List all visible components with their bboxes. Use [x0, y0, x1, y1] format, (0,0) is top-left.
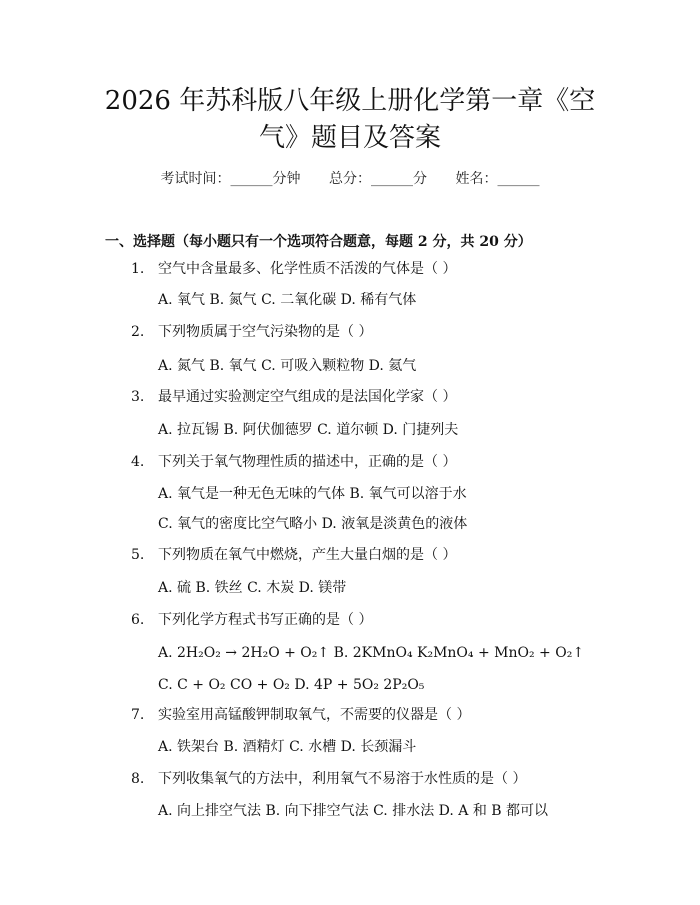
question-text: 下列化学方程式书写正确的是（ ）	[158, 612, 373, 628]
question-number: 7.	[131, 707, 145, 723]
question-text: 下列收集氧气的方法中，利用氧气不易溶于水性质的是（ ）	[158, 771, 527, 787]
question-7-options: A. 铁架台 B. 酒精灯 C. 水槽 D. 长颈漏斗	[158, 739, 417, 755]
question-number: 2.	[131, 324, 145, 340]
document-title-line2: 气》题目及答案	[258, 123, 441, 153]
question-number: 1.	[131, 261, 145, 277]
document-title-line1: 2026 年苏科版八年级上册化学第一章《空	[104, 86, 596, 116]
question-1-options: A. 氧气 B. 氮气 C. 二氧化碳 D. 稀有气体	[158, 292, 417, 308]
question-text: 实验室用高锰酸钾制取氧气，不需要的仪器是（ ）	[158, 707, 471, 723]
question-text: 下列关于氧气物理性质的描述中，正确的是（ ）	[158, 454, 457, 470]
student-name: 姓名：______	[455, 171, 540, 187]
question-number: 6.	[131, 612, 145, 628]
question-text: 下列物质在氧气中燃烧，产生大量白烟的是（ ）	[158, 547, 457, 563]
question-4-options-line2: C. 氧气的密度比空气略小 D. 液氧是淡黄色的液体	[158, 516, 468, 532]
question-number: 4.	[131, 454, 145, 470]
question-4-options-line1: A. 氧气是一种无色无味的气体 B. 氧气可以溶于水	[158, 486, 467, 502]
question-number: 5.	[131, 547, 145, 563]
question-3-options: A. 拉瓦锡 B. 阿伏伽德罗 C. 道尔顿 D. 门捷列夫	[158, 422, 459, 438]
exam-meta	[0, 168, 700, 188]
question-number: 8.	[131, 771, 145, 787]
question-5-options: A. 硫 B. 铁丝 C. 木炭 D. 镁带	[158, 580, 347, 596]
exam-score: 总分：______分	[329, 171, 427, 187]
question-2-options: A. 氮气 B. 氧气 C. 可吸入颗粒物 D. 氦气	[158, 358, 417, 374]
question-text: 下列物质属于空气污染物的是（ ）	[158, 324, 373, 340]
question-text: 最早通过实验测定空气组成的是法国化学家（ ）	[158, 389, 457, 405]
question-text: 空气中含量最多、化学性质不活泼的气体是（ ）	[158, 261, 457, 277]
question-number: 3.	[131, 389, 145, 405]
question-8-options: A. 向上排空气法 B. 向下排空气法 C. 排水法 D. A 和 B 都可以	[158, 803, 549, 819]
question-6-options-line2: C. C + O₂ CO + O₂ D. 4P + 5O₂ 2P₂O₅	[158, 677, 425, 693]
section-heading: 一、选择题（每小题只有一个选项符合题意，每题 2 分，共 20 分）	[105, 234, 532, 250]
question-6-options-line1: A. 2H₂O₂ → 2H₂O + O₂↑ B. 2KMnO₄ K₂MnO₄ + MnO₂ + O₂↑	[158, 645, 585, 661]
exam-time: 考试时间：______分钟	[160, 171, 301, 187]
